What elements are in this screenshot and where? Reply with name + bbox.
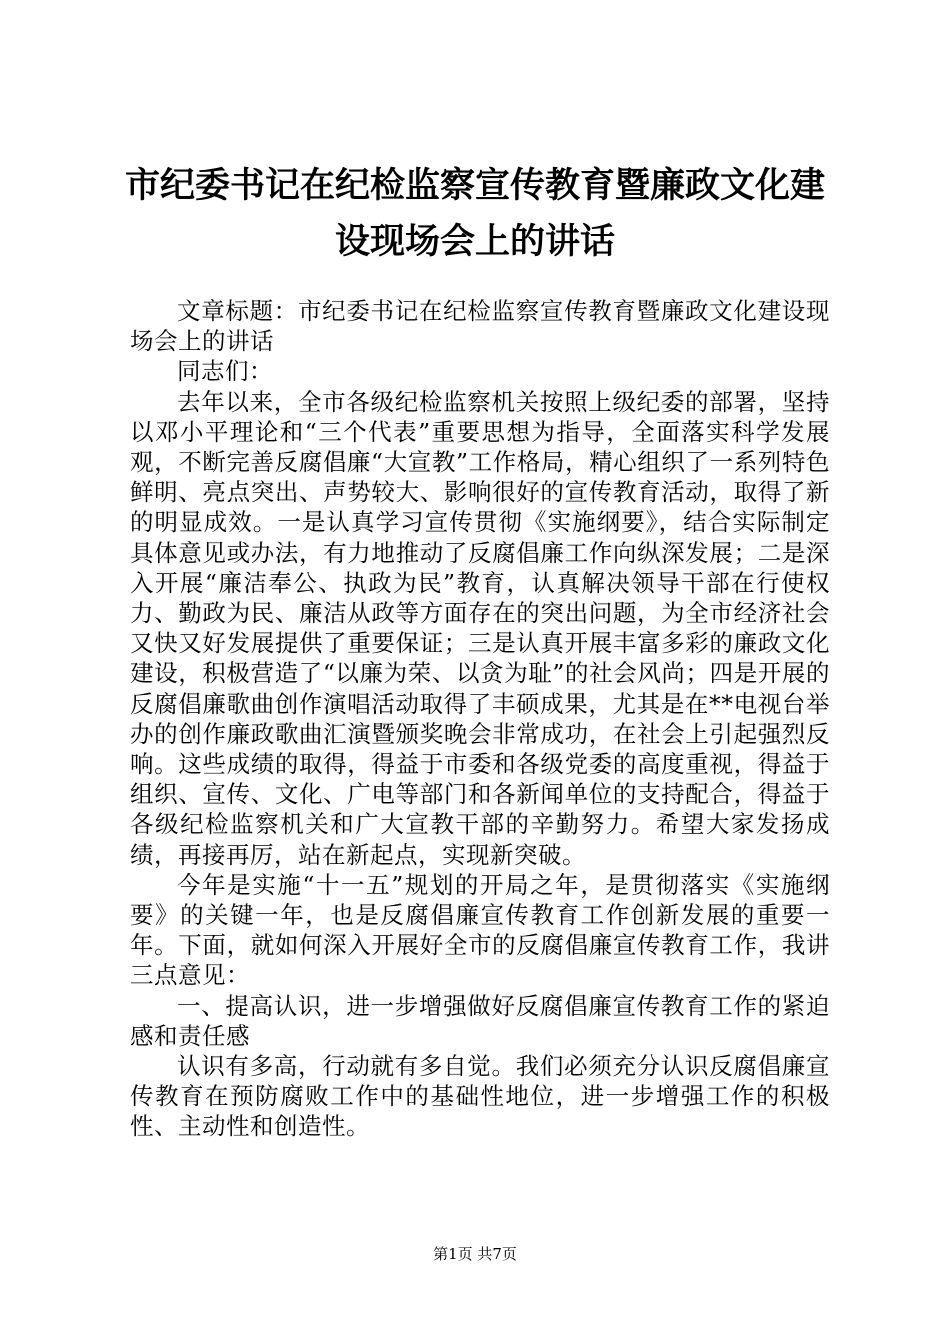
- section-heading: 一、提高认识，进一步增强做好反腐倡廉宣传教育工作的紧迫感和责任感: [130, 991, 830, 1050]
- article-title-line: 文章标题：市纪委书记在纪检监察宣传教育暨廉政文化建设现场会上的讲话: [130, 297, 830, 356]
- paragraph: 今年是实施“十一五”规划的开局之年，是贯彻落实《实施纲要》的关键一年，也是反腐倡廉宣传教育工作创新发展的重要一年。下面，就如何深入开展好全市的反腐倡廉宣传教育工作，我讲三点意见：: [130, 870, 830, 990]
- paragraph: 认识有多高，行动就有多自觉。我们必须充分认识反腐倡廉宣传教育在预防腐败工作中的基础性地位，进一步增强工作的积极性、主动性和创造性。: [130, 1052, 830, 1141]
- paragraph: 去年以来，全市各级纪检监察机关按照上级纪委的部署，坚持以邓小平理论和“三个代表”重要思想为指导，全面落实科学发展观，不断完善反腐倡廉“大宣教”工作格局，精心组织了一系列特色鲜明、亮点突出、声势较大、影响很好的宣传教育活动，取得了新的明显成效。一是认真学习宣传贯彻《实施纲要》，结合实际制定具体意见或办法，有力地推动了反腐倡廉工作向纵深发展；二是深入开展“廉洁奉公、执政为民”教育，认真解决领导干部在行使权力、勤政为民、廉洁从政等方面存在的突出问题，为全市经济社会又快又好发展提供了重要保证；三是认真开展丰富多彩的廉政文化建设，积极营造了“以廉为荣、以贪为耻”的社会风尚；四是开展的反腐倡廉歌曲创作演唱活动取得了丰硕成果，尤其是在**电视台举办的创作廉政歌曲汇演暨颁奖晚会非常成功，在社会上引起强烈反响。这些成绩的取得，得益于市委和各级党委的高度重视，得益于组织、宣传、文化、广电等部门和各新闻单位的支持配合，得益于各级纪检监察机关和广大宣教干部的辛勤努力。希望大家发扬成绩，再接再厉，站在新起点，实现新突破。: [130, 387, 830, 869]
- page-footer: 第1页 共7页: [433, 1245, 517, 1263]
- salutation: 同志们：: [177, 357, 273, 386]
- document-body: [130, 296, 830, 1142]
- document-title: 市纪委书记在纪检监察宣传教育暨廉政文化建设现场会上的讲话: [124, 165, 825, 262]
